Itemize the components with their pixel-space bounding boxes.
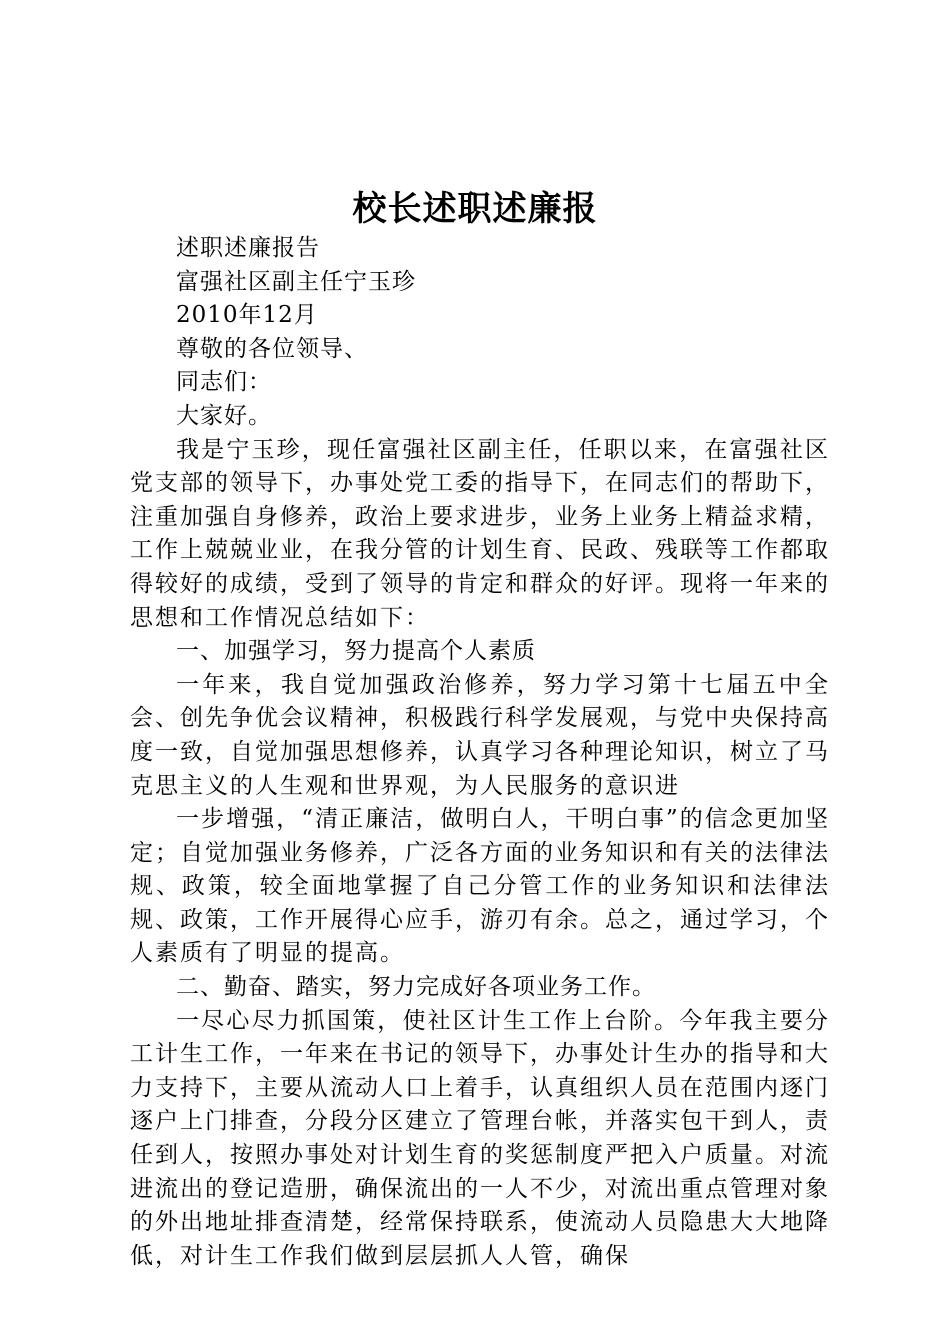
study-paragraph: 一年来，我自觉加强政治修养，努力学习第十七届五中全会、创先争优会议精神，积极践行科学发展观，与党中央保持高度一致，自觉加强思想修养，认真学习各种理论知识，树立了马克思主义的人生观和世界观，为人民服务的意识进 bbox=[130, 671, 830, 799]
date-line: 2010年12月 bbox=[176, 302, 318, 329]
salutation-line-2: 同志们： bbox=[176, 369, 272, 396]
family-planning-paragraph: 一尽心尽力抓国策，使社区计生工作上台阶。今年我主要分工计生工作，一年来在书记的领导下，办事处计生办的指导和大力支持下，主要从流动人口上着手，认真组织人员在范围内逐门逐户上门排查，分段分区建立了管理台帐，并落实包干到人，责任到人，按照办事处对计划生育的奖惩制度严把入户质量。对流进流出的登记造册，确保流出的一人不少，对流出重点管理对象的外出地址排查清楚，经常保持联系，使流动人员隐患大大地降低，对计生工作我们做到层层抓人人管，确保 bbox=[130, 1007, 830, 1269]
intro-paragraph: 我是宁玉珍，现任富强社区副主任，任职以来，在富强社区党支部的领导下，办事处党工委的指导下，在同志们的帮助下，注重加强自身修养，政治上要求进步，业务上业务上精益求精，工作上兢兢业业，在我分管的计划生育、民政、残联等工作都取得较好的成绩，受到了领导的肯定和群众的好评。现将一年来的思想和工作情况总结如下： bbox=[130, 436, 830, 631]
greeting-line: 大家好。 bbox=[176, 402, 272, 429]
study-paragraph-continued: 一步增强，“清正廉洁，做明白人，干明白事”的信念更加坚定；自觉加强业务修养，广泛各方面的业务知识和有关的法律法规、政策，较全面地掌握了自己分管工作的业务知识和法律法规、政策，工作开展得心应手，游刃有余。总之，通过学习，个人素质有了明显的提高。 bbox=[130, 806, 830, 967]
document-title: 校长述职述廉报 bbox=[352, 189, 598, 229]
section-heading-1: 一、加强学习，努力提高个人素质 bbox=[176, 638, 536, 665]
salutation-line-1: 尊敬的各位领导、 bbox=[176, 335, 368, 362]
author-line: 富强社区副主任宁玉珍 bbox=[176, 268, 416, 295]
document-body bbox=[130, 232, 830, 1273]
section-heading-2: 二、勤奋、踏实，努力完成好各项业务工作。 bbox=[176, 974, 656, 1001]
report-heading: 述职述廉报告 bbox=[176, 235, 320, 261]
